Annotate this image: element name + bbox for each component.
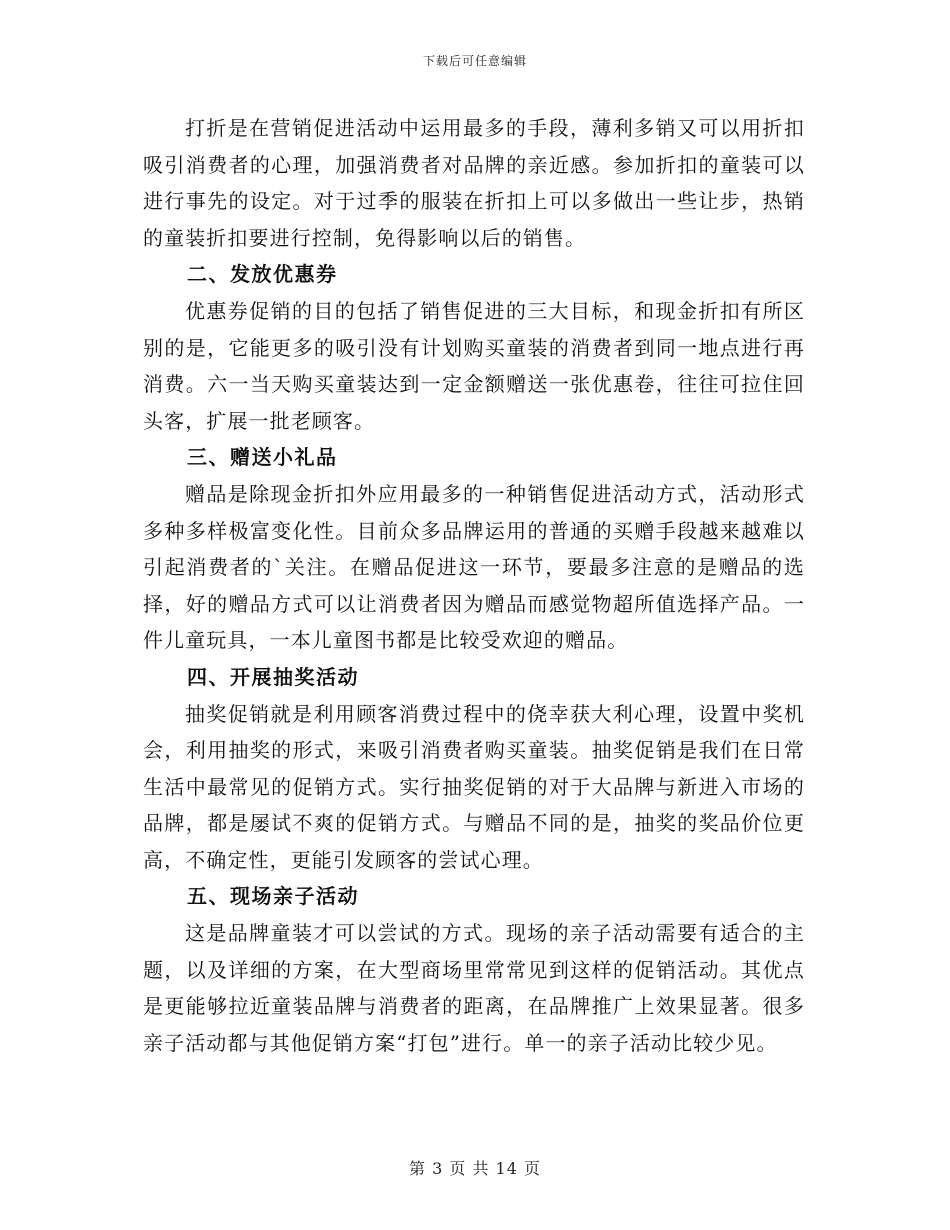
heading-lottery: 四、开展抽奖活动 — [187, 664, 359, 689]
paragraph-coupons: 优惠券促销的目的包括了销售促进的三大目标，和现金折扣有所区别的是，它能更多的吸引没有计划购买童装的消费者到同一地点进行再消费。六一当天购买童装达到一定金额赠送一张优惠卷，往往可拉住回头客，扩展一批老顾客。 — [143, 298, 805, 433]
page-footer: 第 3 页 共 14 页 — [409, 1159, 541, 1178]
heading-gifts: 三、赠送小礼品 — [187, 445, 338, 470]
heading-parent-child: 五、现场亲子活动 — [187, 884, 359, 909]
heading-coupons: 二、发放优惠券 — [187, 262, 338, 287]
page-header: 下载后可任意编辑 — [422, 54, 527, 68]
document-body — [143, 110, 805, 1061]
paragraph-parent-child: 这是品牌童装才可以尝试的方式。现场的亲子活动需要有适合的主题，以及详细的方案，在大型商场里常常见到这样的促销活动。其优点是更能够拉近童装品牌与消费者的距离，在品牌推广上效果显著。很多亲子活动都与其他促销方案“打包”进行。单一的亲子活动比较少见。 — [143, 921, 805, 1055]
paragraph-gifts: 赠品是除现金折扣外应用最多的一种销售促进活动方式，活动形式多种多样极富变化性。目前众多品牌运用的普通的买赠手段越来越难以引起消费者的`关注。在赠品促进这一环节，要最多注意的是赠品的选择，好的赠品方式可以让消费者因为赠品而感觉物超所值选择产品。一件儿童玩具，一本儿童图书都是比较受欢迎的赠品。 — [143, 481, 805, 653]
paragraph-discount: 打折是在营销促进活动中运用最多的手段，薄利多销又可以用折扣吸引消费者的心理，加强消费者对品牌的亲近感。参加折扣的童装可以进行事先的设定。对于过季的服装在折扣上可以多做出一些让步，热销的童装折扣要进行控制，免得影响以后的销售。 — [143, 116, 805, 250]
paragraph-lottery: 抽奖促销就是利用顾客消费过程中的侥幸获大利心理，设置中奖机会，利用抽奖的形式，来吸引消费者购买童装。抽奖促销是我们在日常生活中最常见的促销方式。实行抽奖促销的对于大品牌与新进入市场的品牌，都是屡试不爽的促销方式。与赠品不同的是，抽奖的奖品价位更高，不确定性，更能引发顾客的尝试心理。 — [143, 701, 805, 872]
